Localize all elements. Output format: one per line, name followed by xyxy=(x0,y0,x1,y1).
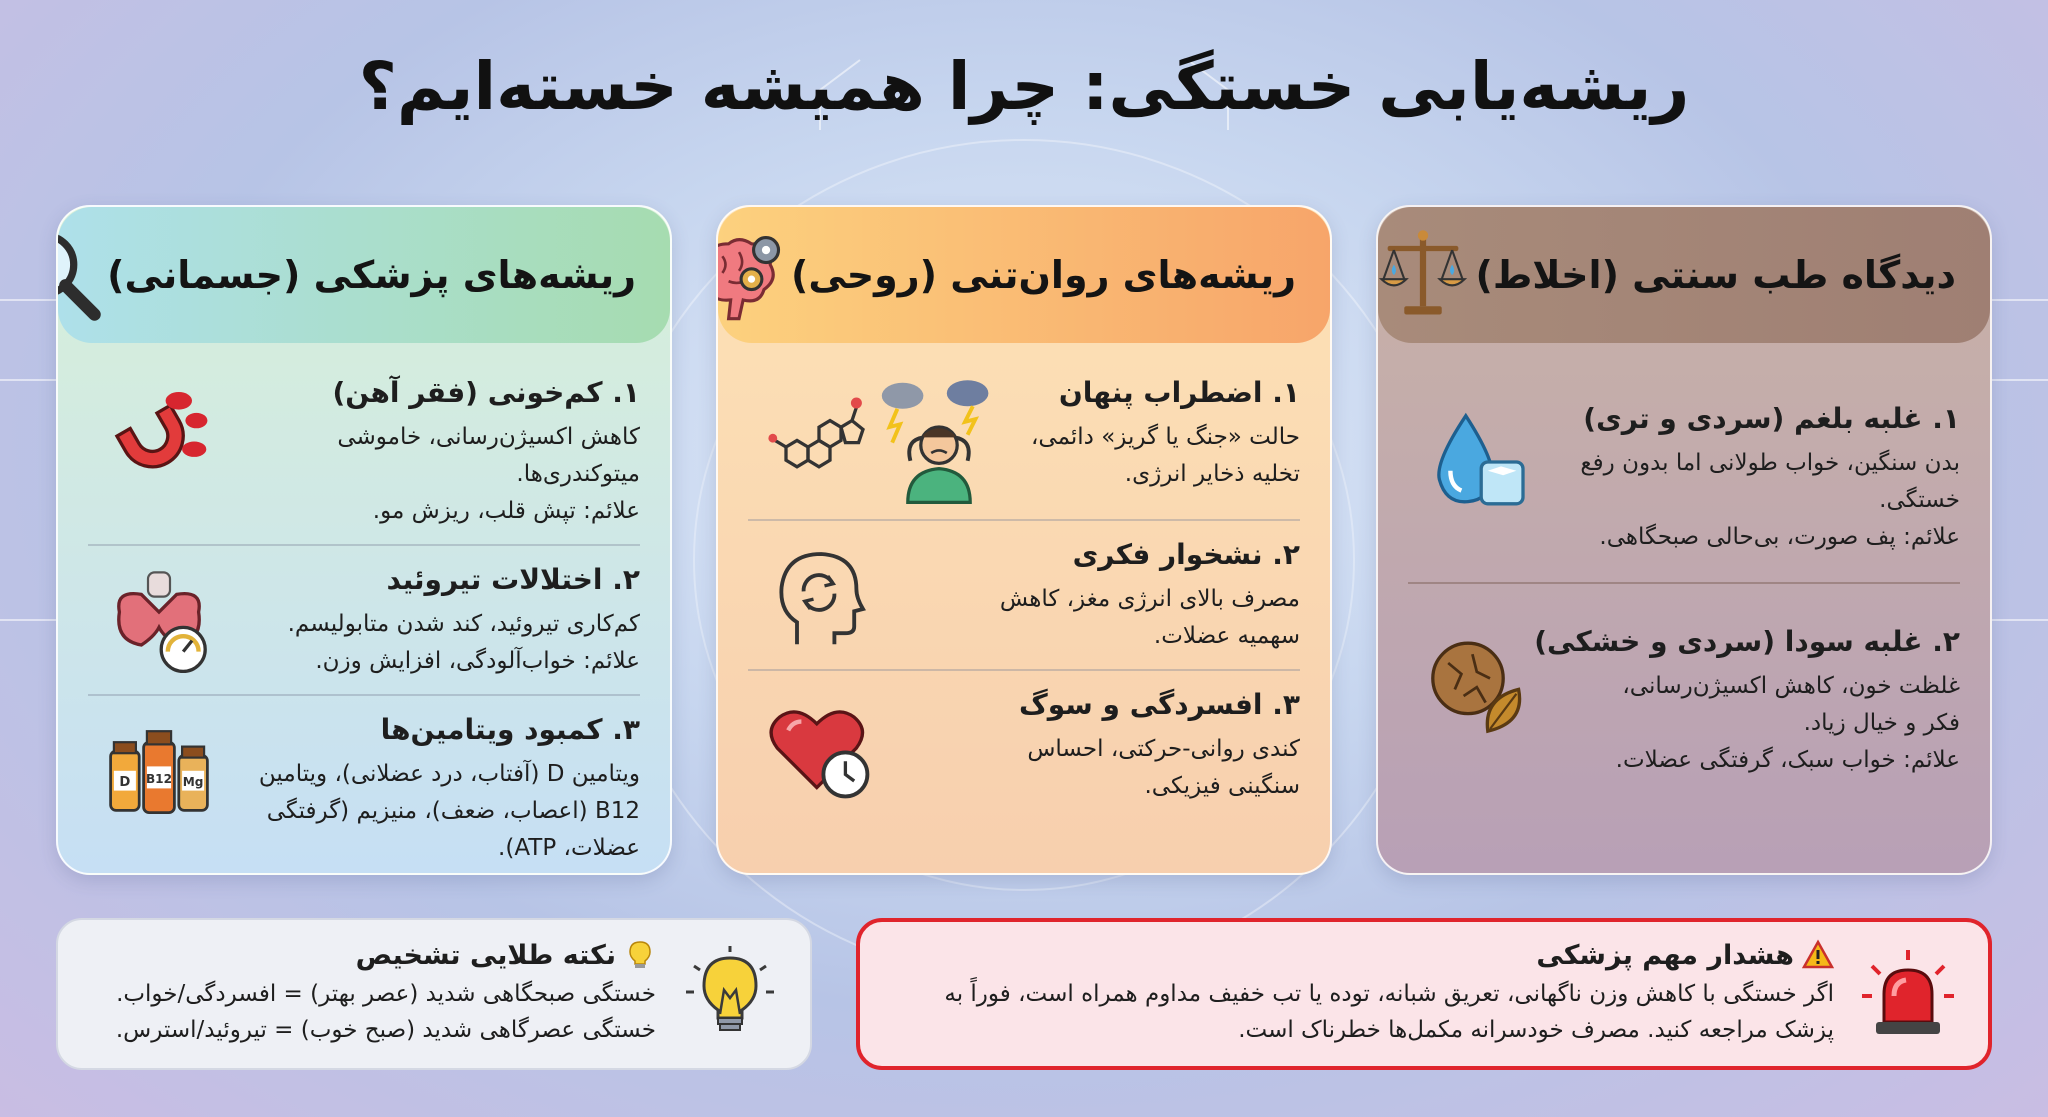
brain-gears-icon xyxy=(716,223,791,327)
head-loop-icon xyxy=(764,543,874,653)
item-line: B12 (اعصاب، ضعف)، منیزیم (گرفتگی xyxy=(266,797,640,824)
tip-line: خستگی عصرگاهی شدید (صبح خوب) = تیروئید/استرس. xyxy=(115,1017,656,1043)
item-line: مصرف بالای انرژی مغز، کاهش xyxy=(999,586,1300,613)
item-title: ۱. اضطراب پنهان xyxy=(1058,376,1300,409)
item-line: فکر و خیال زیاد. xyxy=(1803,709,1960,736)
small-bulb-icon xyxy=(624,939,656,971)
card-header xyxy=(1378,207,1990,343)
warning-triangle-icon xyxy=(1802,939,1834,971)
card-title: ریشه‌های پزشکی (جسمانی) xyxy=(107,253,636,297)
card-header xyxy=(718,207,1330,343)
item-title: ۱. غلبه بلغم (سردی و تری) xyxy=(1583,402,1960,435)
item-line: علائم: خواب‌آلودگی، افزایش وزن. xyxy=(315,647,640,674)
warning-line: اگر خستگی با کاهش وزن ناگهانی، تعریق شبانه، توده یا تب خفیف مداوم همراه است، فوراً به xyxy=(944,981,1834,1008)
item-line: کندی روانی-حرکتی، احساس xyxy=(1027,736,1300,763)
item-line: عضلات، ATP). xyxy=(498,834,640,861)
item-line: علائم: تپش قلب، ریزش مو. xyxy=(372,497,640,524)
item-line: خستگی. xyxy=(1879,487,1960,514)
card-title: ریشه‌های روان‌تنی (روحی) xyxy=(790,253,1296,297)
card-medical xyxy=(56,205,672,875)
bottle-label-b12: B12 xyxy=(145,771,173,786)
list-item xyxy=(748,359,1300,519)
item-line: سنگینی فیزیکی. xyxy=(1144,773,1300,800)
stressed-person-storm-icon xyxy=(874,375,1004,505)
item-title: ۲. اختلالات تیروئید xyxy=(386,562,640,596)
item-title: ۲. غلبه سودا (سردی و خشکی) xyxy=(1534,624,1960,658)
item-line: غلظت خون، کاهش اکسیژن‌رسانی، xyxy=(1622,673,1960,700)
item-line: علائم: پف صورت، بی‌حالی صبحگاهی. xyxy=(1599,523,1960,550)
magnifier-icon xyxy=(56,223,107,327)
vitamin-bottles-icon xyxy=(104,718,214,828)
item-title: ۳. کمبود ویتامین‌ها xyxy=(380,712,640,746)
card-traditional-medicine xyxy=(1376,205,1992,875)
item-line: کاهش اکسیژن‌رسانی، خاموشی میتوکندری‌ها. xyxy=(337,424,640,488)
list-item xyxy=(1408,379,1960,582)
item-line: حالت «جنگ یا گریز» دائمی، xyxy=(1030,424,1300,451)
bottle-label-mg: Mg xyxy=(182,774,204,789)
water-drop-ice-icon xyxy=(1424,407,1534,517)
warning-title: هشدار مهم پزشکی xyxy=(1536,939,1794,971)
list-item xyxy=(88,544,640,694)
tip-line: خستگی صبحگاهی شدید (عصر بهتر) = افسردگی/خواب. xyxy=(116,981,656,1008)
tip-title: نکته طلایی تشخیص xyxy=(355,939,616,971)
item-line: علائم: خواب سبک، گرفتگی عضلات. xyxy=(1615,746,1960,773)
item-line: ویتامین D (آفتاب، درد عضلانی)، ویتامین xyxy=(258,761,640,788)
list-item xyxy=(88,359,640,544)
page-title: ریشه‌یابی خستگی: چرا همیشه خسته‌ایم؟ xyxy=(358,48,1690,125)
list-item xyxy=(1408,582,1960,805)
card-psychosomatic xyxy=(716,205,1332,875)
item-line: کم‌کاری تیروئید، کند شدن متابولیسم. xyxy=(287,611,640,638)
list-item xyxy=(88,694,640,875)
item-title: ۳. افسردگی و سوگ xyxy=(1019,687,1300,721)
card-header xyxy=(58,207,670,343)
list-item xyxy=(748,519,1300,669)
heart-clock-icon xyxy=(764,693,874,803)
item-title: ۱. کم‌خونی (فقر آهن) xyxy=(332,376,640,409)
siren-icon xyxy=(1858,944,1958,1044)
tip-box xyxy=(56,918,812,1070)
thyroid-gauge-icon xyxy=(104,568,214,678)
dry-earth-leaf-icon xyxy=(1424,630,1534,740)
item-title: ۲. نشخوار فکری xyxy=(1072,538,1300,571)
bottle-label-d: D xyxy=(119,774,131,790)
scales-icon xyxy=(1376,223,1475,327)
warning-box xyxy=(856,918,1992,1070)
item-line: بدن سنگین، خواب طولانی اما بدون رفع xyxy=(1580,450,1960,477)
cortisol-molecule-icon xyxy=(764,381,874,491)
item-line: سهمیه عضلات. xyxy=(1153,623,1300,650)
card-title: دیدگاه طب سنتی (اخلاط) xyxy=(1475,253,1956,297)
warning-line: پزشک مراجعه کنید. مصرف خودسرانه مکمل‌ها خطرناک است. xyxy=(1238,1017,1834,1043)
list-item xyxy=(748,669,1300,819)
item-line: تخلیه ذخایر انرژی. xyxy=(1124,461,1300,488)
magnet-blood-cells-icon xyxy=(104,381,214,491)
light-bulb-icon xyxy=(680,944,780,1044)
